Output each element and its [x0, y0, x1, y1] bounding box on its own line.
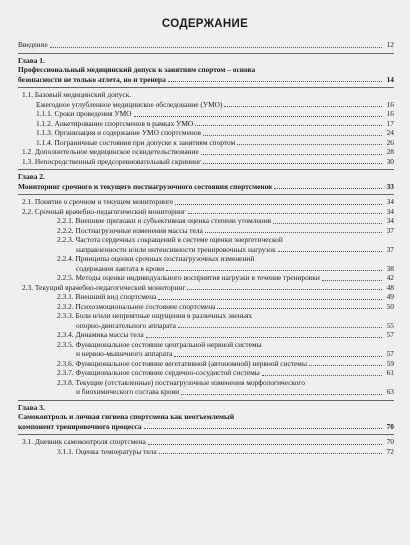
toc-entry[interactable] — [18, 182, 394, 192]
toc-entry[interactable] — [18, 330, 394, 340]
dot-leader — [188, 213, 382, 214]
toc-entry-text: Ежегодное углубленное медицинское обследование (УМО) — [36, 99, 223, 109]
toc-entry-text: 1.3. Непосредственный предсоревновательный скрининг — [22, 156, 202, 166]
toc-entry-page: 17 — [386, 118, 394, 128]
toc-entry[interactable] — [18, 128, 394, 138]
dot-leader — [205, 232, 382, 233]
dot-leader — [175, 204, 382, 205]
divider — [18, 169, 394, 170]
chapter-title-text: Самоконтроль и личная гигиена спортсмена как неотъемлемый — [18, 412, 235, 421]
toc-entry[interactable] — [18, 226, 394, 236]
toc-entry-page: 12 — [386, 40, 394, 49]
dot-leader — [159, 453, 382, 454]
toc-entry-page: 61 — [386, 368, 394, 377]
toc-entry[interactable] — [18, 437, 394, 447]
toc-entry — [18, 90, 394, 100]
dot-leader — [203, 163, 382, 164]
toc-entry-text: содержания лактата в крови — [76, 263, 165, 273]
toc-entry[interactable] — [18, 147, 394, 157]
dot-leader — [146, 337, 382, 338]
table-of-contents — [18, 40, 394, 456]
toc-entry-text: 2.2. Срочный врачебно-педагогический мониторинг — [22, 206, 186, 216]
toc-entry-text: 2.2.4. Принципы оценки срочных постнагрузочных изменений — [57, 254, 255, 263]
chapter-label: Глава 3. — [18, 402, 45, 412]
toc-entry-page: 14 — [386, 74, 394, 84]
toc-entry-text: 2.3.7. Функциональное состояние сердечно-сосудистой системы — [57, 368, 260, 377]
toc-entry-text: 2.3.5. Функциональное состояние центральной нервной системы — [57, 339, 262, 349]
toc-entry-text: 1.2. Дополнительное медицинское освидетельствование — [22, 147, 199, 156]
dot-leader — [148, 444, 382, 445]
toc-entry — [18, 340, 394, 350]
toc-entry-text: и нервно-мышечного аппарата — [76, 349, 173, 358]
dot-leader — [144, 428, 382, 429]
toc-entry — [18, 235, 394, 245]
toc-entry-text: 2.3. Текущий врачебно-педагогический мониторинг — [22, 282, 186, 292]
dot-leader — [187, 289, 382, 290]
toc-entry-page: 49 — [386, 292, 394, 301]
toc-entry[interactable] — [18, 264, 394, 274]
toc-entry-page: 38 — [386, 263, 394, 273]
chapter-title-text: компонент тренировочного процесса — [18, 421, 142, 431]
toc-entry[interactable] — [18, 283, 394, 293]
dot-leader — [217, 308, 382, 309]
toc-entry — [18, 254, 394, 264]
chapter-heading — [18, 172, 394, 182]
toc-entry[interactable] — [18, 292, 394, 302]
toc-entry[interactable] — [18, 447, 394, 457]
toc-entry[interactable] — [18, 216, 394, 226]
toc-entry-page: 59 — [386, 358, 394, 368]
toc-entry-page: 30 — [386, 156, 394, 166]
toc-entry[interactable] — [18, 157, 394, 167]
toc-entry[interactable] — [18, 245, 394, 255]
toc-entry-page: 16 — [386, 99, 394, 109]
dot-leader — [134, 116, 382, 117]
toc-entry-page: 37 — [386, 225, 394, 235]
toc-entry-page: 55 — [386, 320, 394, 330]
toc-entry-page: 42 — [386, 273, 394, 282]
toc-entry-page: 16 — [386, 109, 394, 118]
toc-entry[interactable] — [18, 422, 394, 432]
toc-entry[interactable] — [18, 321, 394, 331]
toc-entry-text: 3.1. Дневник самоконтроля спортсмена — [22, 437, 146, 446]
toc-entry-text: 2.1. Понятие о срочном и текущем мониторинге — [22, 197, 174, 206]
toc-entry[interactable] — [18, 207, 394, 217]
toc-entry-text: 2.3.2. Психоэмоциональное состояние спортсмена — [57, 301, 216, 311]
page-title: СОДЕРЖАНИЕ — [161, 18, 249, 30]
chapter-title — [18, 412, 394, 422]
dot-leader — [181, 394, 382, 395]
chapter-heading — [18, 56, 394, 66]
dot-leader — [201, 154, 382, 155]
toc-entry[interactable] — [18, 273, 394, 283]
chapter-title — [18, 65, 394, 75]
dot-leader — [237, 144, 382, 145]
toc-entry-page: 48 — [386, 282, 394, 292]
toc-entry-page: 37 — [386, 244, 394, 254]
dot-leader — [224, 106, 382, 107]
toc-entry[interactable] — [18, 109, 394, 119]
toc-entry[interactable] — [18, 75, 394, 85]
chapter-title-text: Профессиональный медицинский допуск к занятиям спортом – основа — [18, 65, 256, 74]
toc-entry-text: 2.3.4. Динамика массы тела — [57, 330, 144, 339]
dot-leader — [262, 375, 382, 376]
divider — [18, 53, 394, 54]
dot-leader — [166, 270, 382, 271]
toc-entry-text: 2.3.1. Внешний вид спортсмена — [57, 292, 157, 301]
chapter-title-text: безопасности не только атлета, но и тренера — [18, 74, 166, 84]
toc-entry-page: 24 — [386, 128, 394, 137]
toc-entry[interactable] — [18, 349, 394, 359]
toc-entry[interactable] — [18, 359, 394, 369]
chapter-label: Глава 2. — [18, 172, 45, 181]
toc-entry[interactable] — [18, 100, 394, 110]
toc-entry[interactable] — [18, 197, 394, 207]
toc-entry-page: 34 — [386, 197, 394, 206]
toc-entry-text: 1.1. Базовый медицинский допуск. — [22, 90, 132, 99]
toc-entry-page: 57 — [386, 330, 394, 339]
divider — [18, 194, 394, 195]
toc-entry-text: 1.1.4. Пограничные состояния при допуске к занятиям спортом — [36, 137, 236, 147]
toc-entry-text: 3.1.1. Оценка температуры тела — [57, 446, 157, 456]
dot-leader — [195, 125, 382, 126]
toc-entry-text: 2.2.2. Постнагрузочные изменения массы тела — [57, 225, 203, 235]
toc-entry-page: 50 — [386, 301, 394, 311]
toc-entry[interactable] — [18, 302, 394, 312]
toc-entry[interactable] — [18, 119, 394, 129]
divider — [18, 400, 394, 401]
divider — [18, 87, 394, 88]
toc-entry — [18, 378, 394, 388]
dot-leader — [278, 251, 382, 252]
dot-leader — [322, 280, 382, 281]
toc-entry-text: 1.1.2. Анкетирование спортсменов в рамках УМО — [36, 118, 194, 128]
toc-entry-page: 70 — [386, 421, 394, 431]
toc-entry-text: опорно-двигательного аппарата — [76, 320, 176, 330]
toc-entry-page: 28 — [386, 147, 394, 156]
dot-leader — [203, 135, 382, 136]
toc-entry[interactable] — [18, 138, 394, 148]
toc-entry[interactable] — [18, 368, 394, 378]
toc-entry-text: 1.1.3. Организация и содержание УМО спортсменов — [36, 128, 202, 137]
toc-entry-page: 70 — [386, 437, 394, 446]
toc-entry[interactable] — [18, 40, 394, 50]
toc-entry-text: и биохимического состава крови — [76, 387, 180, 396]
dot-leader — [273, 223, 382, 224]
toc-entry-page: 72 — [386, 446, 394, 456]
toc-entry-page: 57 — [386, 349, 394, 358]
toc-entry-text: 2.3.6. Функциональное состояние вегетативной (автономной) нервной системы — [57, 358, 307, 368]
toc-entry-text: 2.2.5. Методы оценки индивидуального восприятия нагрузки в течение тренировки — [57, 273, 320, 282]
toc-entry-page: 33 — [386, 181, 394, 191]
toc-entry-text: 2.3.8. Текущие (отставленные) постнагрузочные изменения морфологического — [57, 377, 305, 387]
toc-entry[interactable] — [18, 387, 394, 397]
toc-entry-text: 2.2.1. Внешние признаки и субъективная оценка степени утомления — [57, 216, 272, 225]
toc-entry-text: 2.2.3. Частота сердечных сокращений в системе оценки энергетической — [57, 235, 283, 244]
toc-entry-page: 34 — [386, 206, 394, 216]
dot-leader — [309, 365, 382, 366]
dot-leader — [174, 356, 382, 357]
chapter-label: Глава 1. — [18, 55, 45, 65]
dot-leader — [168, 81, 382, 82]
toc-entry-text: направленности и/или интенсивности тренировочных нагрузок — [76, 244, 276, 254]
toc-entry-page: 34 — [386, 216, 394, 225]
toc-entry-page: 26 — [386, 137, 394, 147]
dot-leader — [178, 327, 382, 328]
chapter-title-text: Мониторинг срочного и текущего постнагрузочного состояния спортсменов — [18, 181, 273, 191]
toc-entry — [18, 311, 394, 321]
dot-leader — [158, 299, 382, 300]
toc-entry-text: 2.3.3. Боли и/или неприятные ощущения в различных звеньях — [57, 311, 253, 320]
chapter-heading — [18, 403, 394, 413]
toc-entry-page: 63 — [386, 387, 394, 396]
toc-entry-text: Введение — [18, 40, 48, 49]
divider — [18, 434, 394, 435]
dot-leader — [50, 47, 382, 48]
dot-leader — [274, 188, 382, 189]
toc-entry-text: 1.1.1. Сроки проведения УМО — [36, 109, 132, 118]
